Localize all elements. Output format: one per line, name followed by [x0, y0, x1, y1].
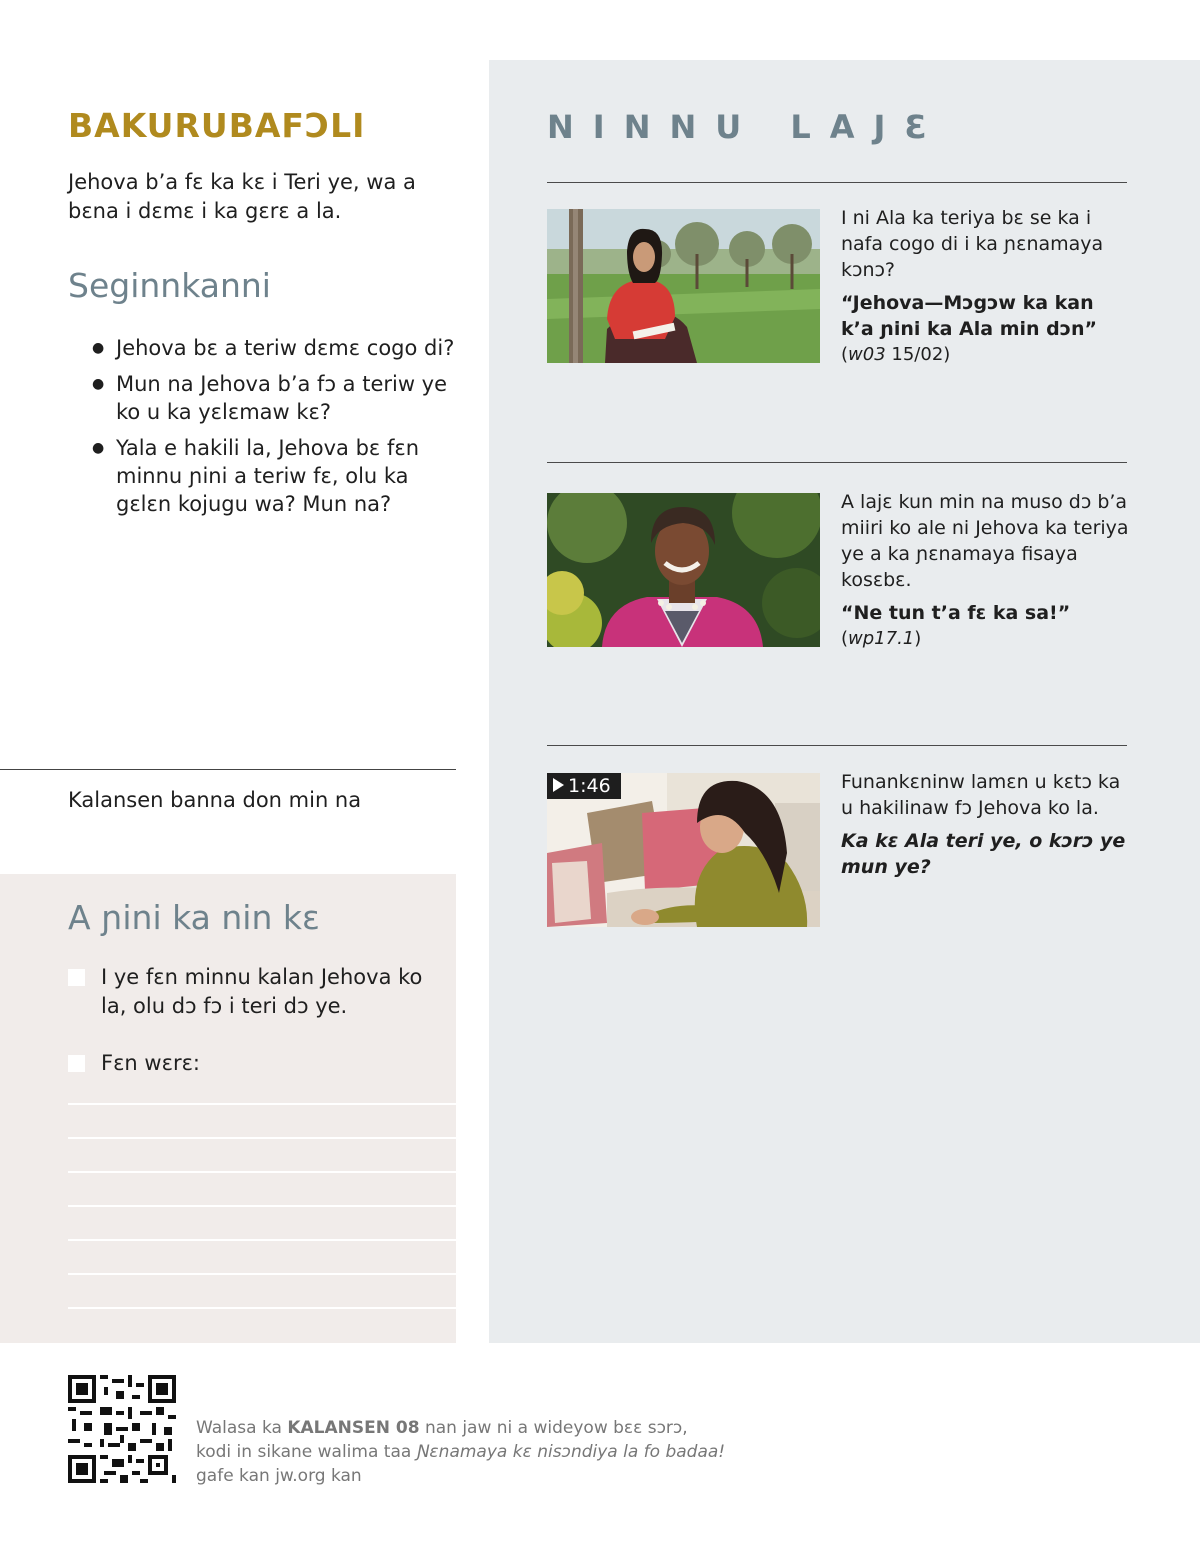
completion-date-label: Kalansen banna don min na: [68, 788, 362, 812]
summary-text: Jehova b’a fɛ ka kɛ i Teri ye, wa a bɛna i dɛmɛ i ka gɛrɛ a la.: [68, 170, 416, 223]
divider: [547, 182, 1127, 183]
play-icon: [553, 778, 564, 792]
explore-item-2-text: [841, 489, 1131, 652]
review-question-list: [92, 334, 462, 526]
goal-item: [68, 963, 438, 1021]
writing-line[interactable]: [68, 1103, 456, 1105]
article-link[interactable]: “Jehova—Mɔgɔw ka kan k’a ɲini ka Ala min dɔn”: [841, 292, 1098, 340]
divider: [547, 745, 1127, 746]
footer-text: Walasa ka: [196, 1418, 288, 1438]
review-question: ● Jehova bɛ a teriw dɛmɛ cogo di?: [92, 334, 462, 362]
goal-checkbox[interactable]: [68, 1055, 85, 1072]
writing-line[interactable]: [68, 1239, 456, 1241]
video-duration-badge: [547, 773, 621, 799]
book-title: Ɲɛnamaya kɛ nisɔndiya la fo badaa!: [416, 1442, 726, 1462]
explore-heading: NINNU LAJƐ: [547, 108, 946, 146]
explore-item-description: Funankɛninw lamɛn u kɛtɔ ka u hakilinaw fɔ Jehova ko la.: [841, 771, 1121, 819]
woman-reading-in-orchard-image[interactable]: [547, 209, 820, 363]
smiling-woman-portrait-image[interactable]: [547, 493, 820, 647]
footer-text: gafe kan jw.org kan: [196, 1466, 362, 1486]
writing-line[interactable]: [68, 1273, 456, 1275]
review-question: ● Yala e hakili la, Jehova bɛ fɛn minnu ɲini a teriw fɛ, olu ka gɛlɛn kojugu wa? Mun na?: [92, 434, 462, 518]
publication-reference: (w03 15/02): [841, 344, 951, 365]
footer-text: nan jaw ni a wideyow bɛɛ sɔrɔ,: [419, 1418, 688, 1438]
article-link[interactable]: “Ne tun t’a fɛ ka sa!”: [841, 602, 1071, 624]
video-link[interactable]: Ka kɛ Ala teri ye, o kɔrɔ ye mun ye?: [841, 830, 1126, 878]
goal-checkbox[interactable]: [68, 969, 85, 986]
divider: [0, 769, 456, 770]
reference-issue: 15/02): [885, 344, 951, 365]
reference-code: wp17.1: [848, 628, 915, 649]
writing-line[interactable]: [68, 1307, 456, 1309]
review-heading: Seginnkanni: [68, 266, 271, 305]
reference-code: w03: [848, 344, 886, 365]
footer-text: kodi in sikane walima taa: [196, 1442, 417, 1462]
explore-item-description: I ni Ala ka teriya bɛ se ka i nafa cogo di i ka ɲɛnamaya kɔnɔ?: [841, 207, 1104, 281]
writing-line[interactable]: [68, 1171, 456, 1173]
goal-heading: A ɲini ka nin kɛ: [68, 898, 320, 937]
footer-note: [196, 1416, 756, 1488]
writing-line[interactable]: [68, 1205, 456, 1207]
writing-line[interactable]: [68, 1137, 456, 1139]
lesson-number: KALANSEN 08: [287, 1418, 420, 1438]
divider: [547, 462, 1127, 463]
explore-item-1-text: [841, 205, 1131, 368]
qr-code[interactable]: [68, 1375, 176, 1483]
publication-reference: (wp17.1): [841, 628, 922, 649]
goal-item-text: Fɛn wɛrɛ:: [101, 1051, 201, 1075]
review-question: ● Mun na Jehova b’a fɔ a teriw ye ko u ka yɛlɛmaw kɛ?: [92, 370, 462, 426]
explore-item-3-text: [841, 769, 1131, 880]
reference-issue: ): [914, 628, 922, 649]
summary-heading: BAKURUBAFƆLI: [68, 106, 366, 145]
goal-item-other: [68, 1049, 438, 1078]
video-duration: 1:46: [568, 775, 611, 797]
explore-item-description: A lajɛ kun min na muso dɔ b’a miiri ko ale ni Jehova ka teriya ye a ka ɲɛnamaya fisaya kosɛbɛ.: [841, 491, 1129, 591]
goal-item-text: I ye fɛn minnu kalan Jehova ko la, olu dɔ fɔ i teri dɔ ye.: [101, 965, 423, 1018]
